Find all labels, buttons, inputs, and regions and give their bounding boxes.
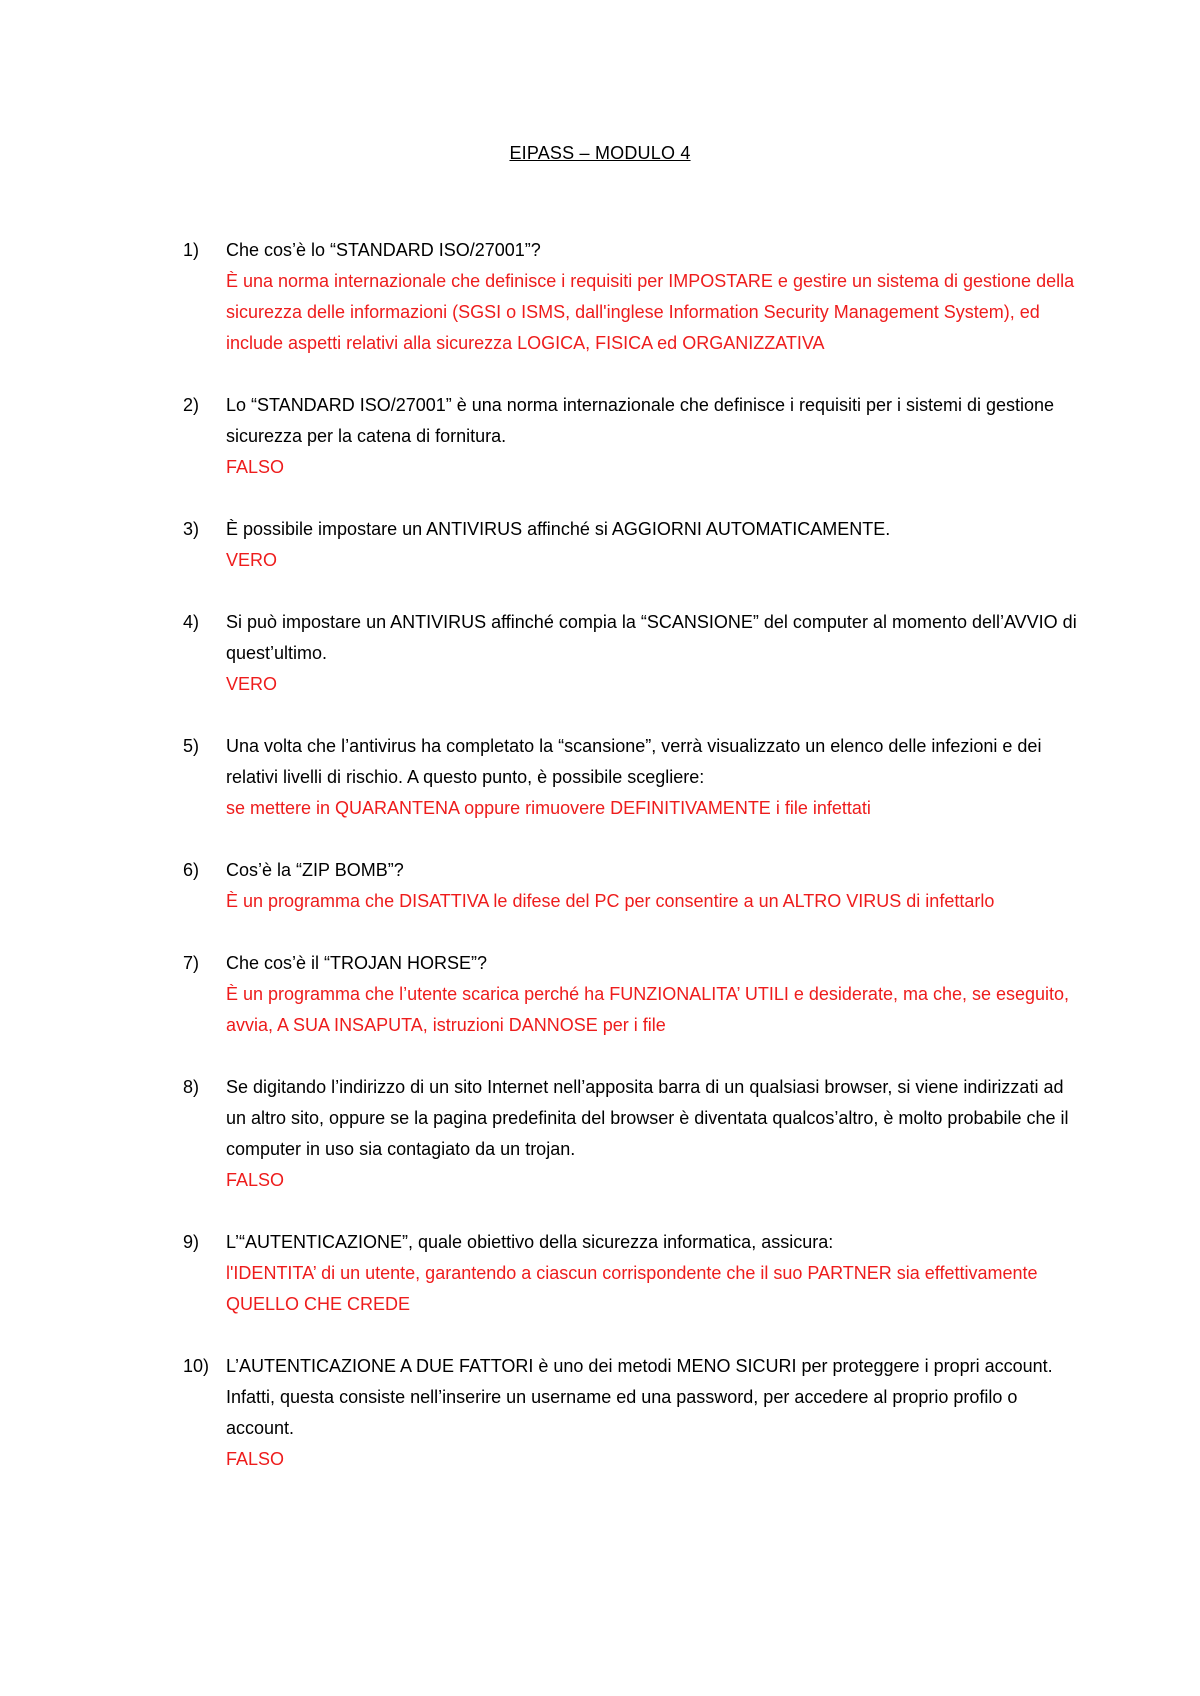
list-item xyxy=(183,731,1083,824)
item-number: 10) xyxy=(183,1356,210,1376)
list-item xyxy=(183,235,1083,359)
list-item xyxy=(183,514,1083,576)
answer-text: È un programma che l’utente scarica perché ha FUNZIONALITA’ UTILI e desiderate, ma che, se eseguito, avvia, A SUA INSAPUTA, istruzioni DANNOSE per i file xyxy=(226,984,1070,1035)
item-number: 7) xyxy=(183,953,200,973)
answer-text: È un programma che DISATTIVA le difese del PC per consentire a un ALTRO VIRUS di infettarlo xyxy=(226,891,995,911)
list-item xyxy=(183,855,1083,917)
list-item xyxy=(183,1227,1083,1320)
list-item xyxy=(183,607,1083,700)
question-text: Se digitando l’indirizzo di un sito Internet nell’apposita barra di un qualsiasi browser, si viene indirizzati ad un altro sito, oppure se la pagina predefinita del browser è diventata qualcos’altro, è molto probabile che il computer in uso sia contagiato da un trojan. xyxy=(226,1077,1069,1159)
question-text: Che cos’è il “TROJAN HORSE”? xyxy=(226,953,488,973)
item-number: 5) xyxy=(183,736,200,756)
answer-text: l'IDENTITA’ di un utente, garantendo a ciascun corrispondente che il suo PARTNER sia effettivamente QUELLO CHE CREDE xyxy=(226,1263,1038,1314)
item-number: 4) xyxy=(183,612,200,632)
question-text: L’“AUTENTICAZIONE”, quale obiettivo della sicurezza informatica, assicura: xyxy=(226,1232,834,1252)
item-number: 9) xyxy=(183,1232,200,1252)
document-title: EIPASS – MODULO 4 xyxy=(509,143,691,163)
list-item xyxy=(183,390,1083,483)
question-text: Lo “STANDARD ISO/27001” è una norma internazionale che definisce i requisiti per i sistemi di gestione sicurezza per la catena di fornitura. xyxy=(226,395,1055,446)
question-text: Una volta che l’antivirus ha completato la “scansione”, verrà visualizzato un elenco delle infezioni e dei relativi livelli di rischio. A questo punto, è possibile scegliere: xyxy=(226,736,1042,787)
item-number: 3) xyxy=(183,519,200,539)
list-item xyxy=(183,1351,1083,1475)
list-item xyxy=(183,1072,1083,1196)
item-number: 2) xyxy=(183,395,200,415)
answer-text: FALSO xyxy=(226,457,285,477)
item-number: 8) xyxy=(183,1077,200,1097)
question-text: È possibile impostare un ANTIVIRUS affinché si AGGIORNI AUTOMATICAMENTE. xyxy=(226,519,891,539)
answer-text: VERO xyxy=(226,550,278,570)
list-item xyxy=(183,948,1083,1041)
answer-text: VERO xyxy=(226,674,278,694)
answer-text: FALSO xyxy=(226,1170,285,1190)
question-text: Che cos’è lo “STANDARD ISO/27001”? xyxy=(226,240,541,260)
answer-text: FALSO xyxy=(226,1449,285,1469)
question-text: Cos’è la “ZIP BOMB”? xyxy=(226,860,404,880)
answer-text: se mettere in QUARANTENA oppure rimuovere DEFINITIVAMENTE i file infettati xyxy=(226,798,871,818)
answer-text: È una norma internazionale che definisce i requisiti per IMPOSTARE e gestire un sistema di gestione della sicurezza delle informazioni (SGSI o ISMS, dall'inglese Information Security Management System), ed include aspetti relativi alla sicurezza LOGICA, FISICA ed ORGANIZZATIVA xyxy=(226,271,1075,353)
item-number: 6) xyxy=(183,860,200,880)
question-text: Si può impostare un ANTIVIRUS affinché compia la “SCANSIONE” del computer al momento dell’AVVIO di quest’ultimo. xyxy=(226,612,1077,663)
item-number: 1) xyxy=(183,240,200,260)
question-list xyxy=(183,235,1083,1506)
question-text: L’AUTENTICAZIONE A DUE FATTORI è uno dei metodi MENO SICURI per proteggere i propri account. Infatti, questa consiste nell’inserire un username ed una password, per accedere al proprio profilo o account. xyxy=(226,1356,1053,1438)
